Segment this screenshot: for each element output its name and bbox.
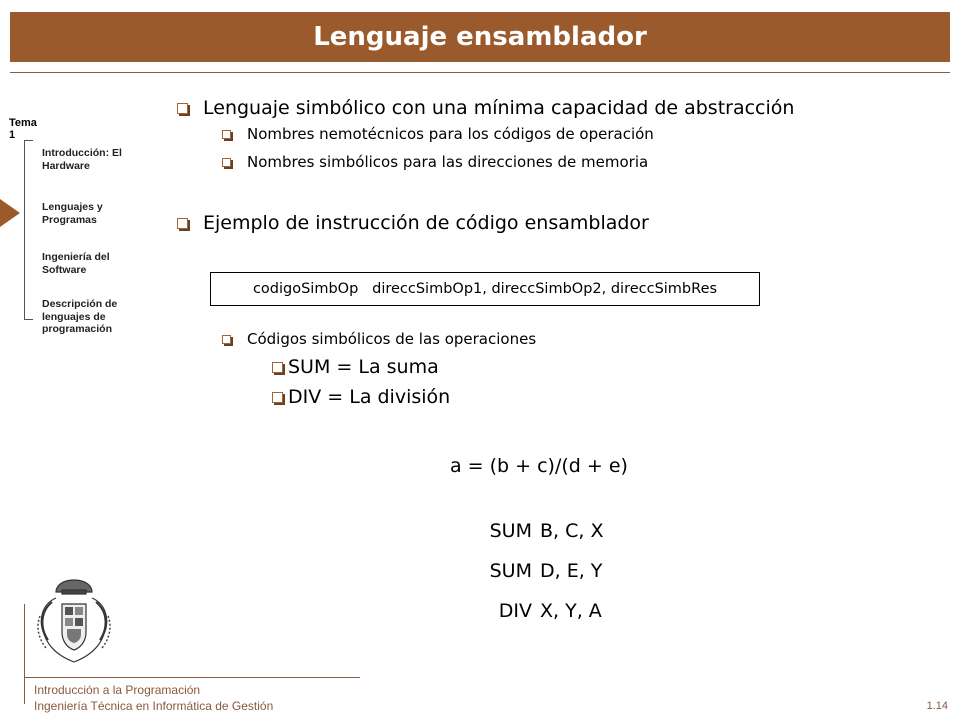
sub-bullet-1-text: Nombres nemotécnicos para los códigos de operación [247, 125, 654, 143]
square-bullet-icon [177, 103, 188, 114]
sub-bullet-3-text: Códigos simbólicos de las operaciones [247, 330, 537, 348]
formula: a = (b + c)/(d + e) [450, 455, 628, 477]
footer-program: Ingeniería Técnica en Informática de Gestión [34, 699, 274, 713]
op-sum-item [272, 356, 439, 378]
sub-bullet-1 [222, 125, 654, 143]
square-bullet-icon [222, 130, 231, 139]
sub-bullet-2-text: Nombres simbólicos para las direcciones de memoria [247, 153, 649, 171]
instruction-op: DIV [498, 600, 532, 622]
sidebar-item-hardware[interactable]: Introducción: El Hardware [42, 147, 122, 172]
slide-title: Lenguaje ensamblador [313, 22, 647, 52]
op-sum-text: SUM = La suma [288, 356, 439, 378]
instruction-op: SUM [489, 560, 532, 582]
title-bar [10, 12, 950, 62]
instruction-op: SUM [489, 520, 532, 542]
instruction-args: B, C, X [540, 520, 604, 542]
sidebar-vertical-line [24, 140, 25, 320]
sub-bullet-2 [222, 153, 648, 171]
square-bullet-icon [272, 362, 283, 373]
square-bullet-icon [272, 392, 283, 403]
university-seal-logo [32, 576, 117, 666]
active-item-arrow-icon [0, 199, 20, 227]
sidebar-item-descripcion[interactable]: Descripción de lenguajes de programación [42, 298, 118, 335]
instruction-args: X, Y, A [540, 600, 602, 622]
sidebar-item-software[interactable]: Ingeniería del Software [42, 251, 110, 276]
bullet-1-text: Lenguaje simbólico con una mínima capacidad de abstracción [203, 97, 795, 119]
sidebar-heading: Tema 1 [9, 117, 37, 141]
bullet-2-text: Ejemplo de instrucción de código ensamblador [203, 212, 649, 234]
sidebar-tick [24, 319, 33, 320]
sidebar-item-lenguajes[interactable]: Lenguajes y Programas [42, 201, 103, 226]
square-bullet-icon [222, 158, 231, 167]
square-bullet-icon [222, 335, 231, 344]
page-number: 1.14 [926, 700, 948, 712]
instruction-args: D, E, Y [540, 560, 603, 582]
op-div-item [272, 386, 450, 408]
square-bullet-icon [177, 218, 188, 229]
code-example-text: codigoSimbOp direccSimbOp1, direccSimbOp2, direccSimbRes [252, 281, 718, 297]
bullet-2 [177, 212, 649, 234]
footer-divider [24, 677, 360, 678]
op-div-text: DIV = La división [288, 386, 451, 408]
bullet-1 [177, 97, 794, 119]
code-example-box [210, 272, 760, 306]
header-divider [10, 72, 950, 73]
footer-course: Introducción a la Programación [34, 683, 201, 697]
sidebar-tick [24, 140, 33, 141]
footer-vertical-line [24, 604, 25, 704]
sub-bullet-3 [222, 330, 536, 348]
